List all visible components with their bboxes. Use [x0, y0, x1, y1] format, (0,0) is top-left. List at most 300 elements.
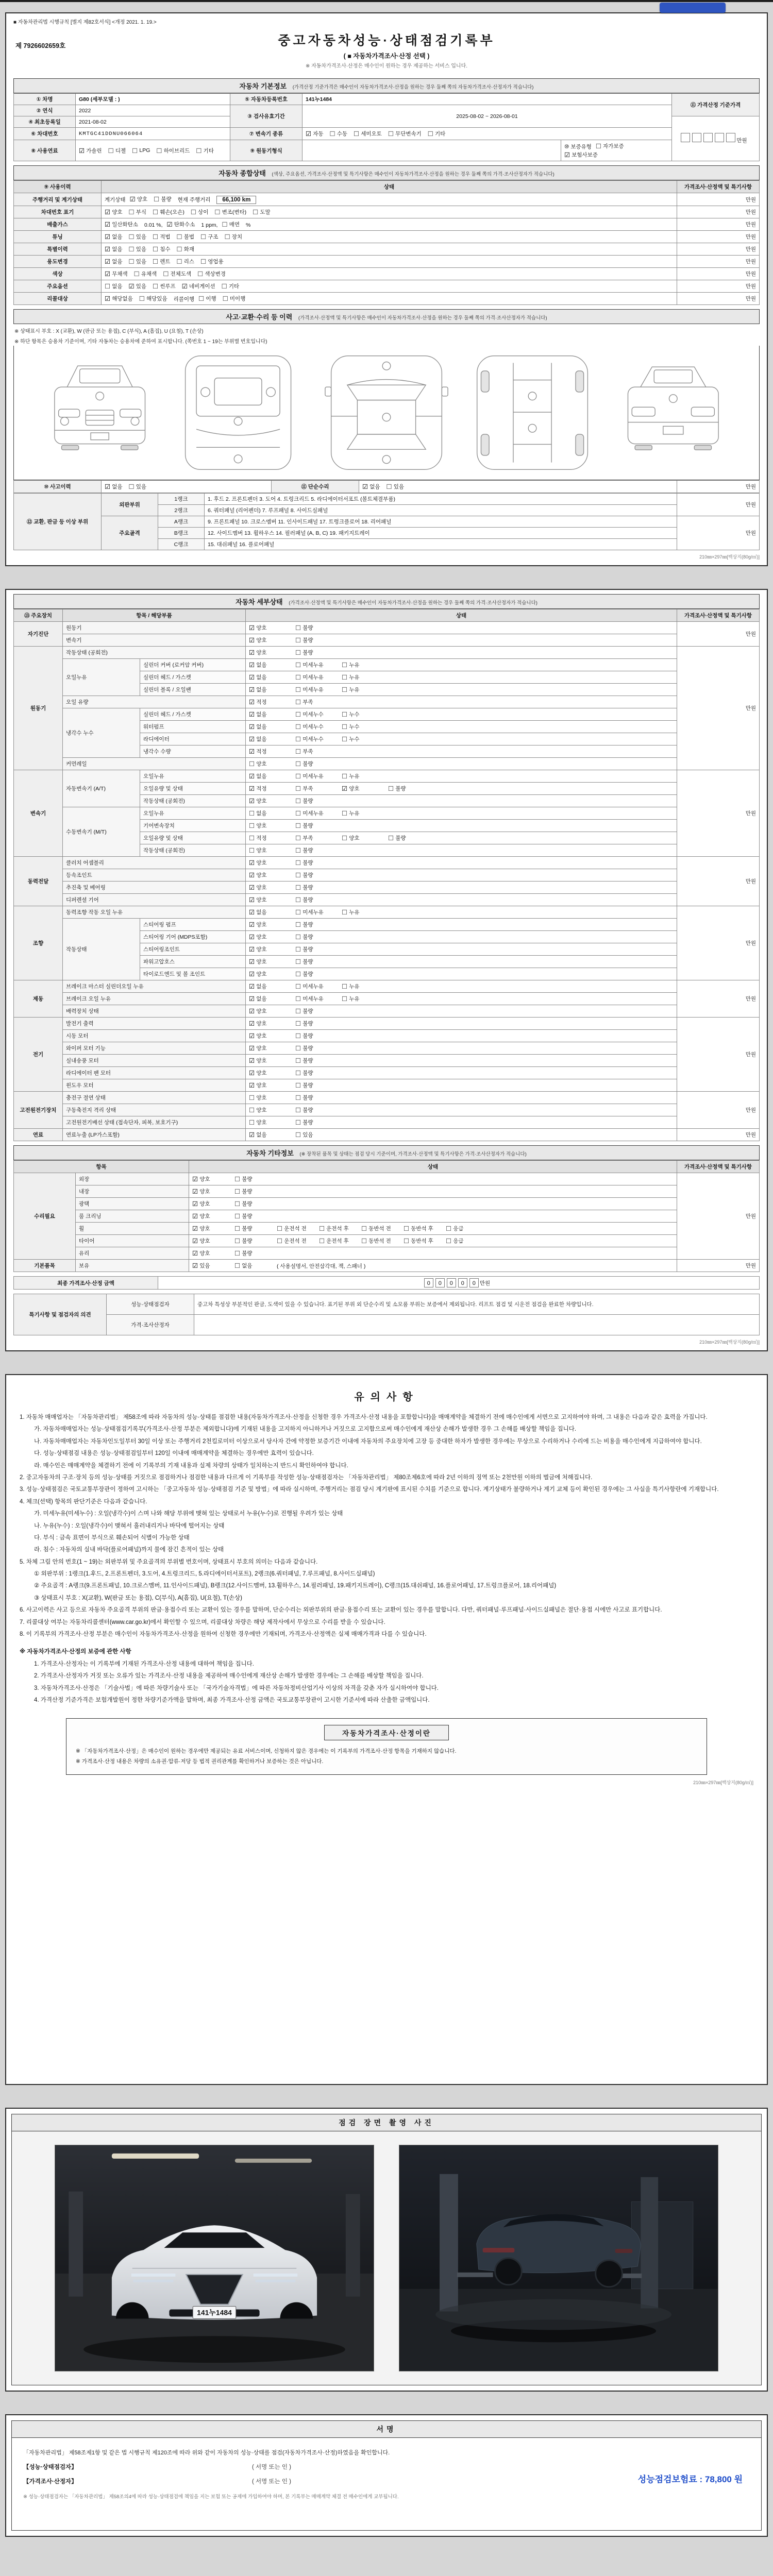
checkbox-glyph: ☐ [295, 624, 301, 632]
checkbox[interactable] [191, 208, 209, 216]
checkbox[interactable] [249, 772, 293, 780]
checkbox[interactable] [295, 970, 340, 978]
label-cell: 작동상태 [63, 919, 140, 980]
checkbox-label: 기타 [203, 147, 214, 154]
checkbox[interactable] [167, 221, 195, 228]
state-cell [246, 832, 677, 844]
checkbox[interactable] [330, 130, 348, 138]
checkbox[interactable] [249, 1106, 293, 1114]
top-border-line [0, 0, 773, 2]
value-cell: 작동상태 (공회전) [140, 844, 246, 857]
label-cell: 배출가스 [14, 218, 102, 231]
checkbox-label: 불량 [242, 1176, 253, 1182]
checkbox[interactable] [132, 147, 150, 155]
form-reference: ■ 자동차관리법 시행규칙 [별지 제82호서식] <개정 2021. 1. 19.> [13, 20, 157, 25]
checkbox-glyph: ☐ [295, 859, 301, 867]
checkbox-label: 양호 [256, 637, 267, 643]
checkbox[interactable] [295, 958, 340, 965]
checkbox[interactable] [234, 1175, 275, 1183]
checkbox[interactable] [249, 908, 293, 916]
checkbox-label: 누유 [349, 810, 360, 817]
checkbox-glyph: ☐ [197, 270, 204, 278]
checkbox[interactable] [249, 1020, 293, 1027]
checkbox[interactable] [249, 649, 293, 656]
checkbox[interactable] [319, 1237, 359, 1245]
checkbox[interactable] [249, 982, 293, 990]
checkbox[interactable] [386, 483, 405, 490]
checkbox-glyph: ☐ [234, 1176, 241, 1183]
checkbox[interactable] [105, 245, 123, 253]
label-cell: 윈도우 모터 [63, 1079, 246, 1092]
checkbox[interactable] [105, 483, 123, 490]
checkbox-glyph: ☑ [249, 798, 255, 805]
label-cell: 외장 [76, 1173, 189, 1185]
section-etc-title: 자동차 기타정보 [246, 1149, 294, 1157]
notice-line: 1. 가격조사·산정자는 이 기록부에 기재된 가격조사·산정 내용에 대하여 책임을 집니다. [34, 1660, 254, 1667]
checkbox[interactable] [153, 233, 171, 241]
state-cell [189, 1198, 677, 1210]
checkbox[interactable] [295, 834, 340, 842]
checkbox[interactable] [388, 785, 432, 792]
section-basic-title: 자동차 기본정보 [239, 82, 287, 90]
checkbox[interactable] [249, 896, 293, 904]
checkbox[interactable] [225, 233, 243, 241]
checkbox-glyph: ☐ [319, 1238, 325, 1245]
checkbox-label: 부족 [303, 699, 313, 705]
checkbox[interactable] [192, 1188, 232, 1195]
panel-rank-table [13, 493, 760, 550]
label-cell: ⑫ 교환, 판금 등 이상 부위 [14, 494, 102, 550]
checkbox[interactable] [404, 1225, 444, 1232]
checkbox[interactable] [129, 245, 147, 253]
checkbox[interactable] [105, 233, 123, 241]
checkbox[interactable] [277, 1237, 317, 1245]
checkbox[interactable] [234, 1188, 275, 1195]
value-cell: 중고차 특성상 부분적인 판금, 도색이 있을 수 있습니다. 표기된 부위 외 단순수리 및 소모품 부위는 보증에서 제외됩니다. 리프트 점검 및 시운전 점검을 완료한 차량입니다. [194, 1294, 760, 1315]
checkbox[interactable] [129, 233, 147, 241]
price-cell: 만원 [677, 218, 760, 231]
checkbox-label: 양호 [256, 922, 267, 928]
document-number: 제 7926602659호 [15, 42, 66, 49]
checkbox[interactable] [192, 1200, 232, 1208]
checkbox[interactable] [249, 1044, 293, 1052]
price-cell: 만원 [677, 857, 760, 906]
label-cell: 실내송풍 모터 [63, 1055, 246, 1067]
checkbox[interactable] [295, 945, 340, 953]
checkbox[interactable] [249, 970, 293, 978]
checkbox-glyph: ☐ [234, 1238, 241, 1245]
checkbox[interactable] [129, 483, 147, 490]
checkbox[interactable] [108, 147, 126, 155]
checkbox-label: 기타 [434, 131, 446, 137]
checkbox[interactable] [295, 933, 340, 941]
label-cell: 주요옵션 [14, 280, 102, 293]
checkbox[interactable] [253, 208, 271, 216]
checkbox[interactable] [249, 871, 293, 879]
checkbox-glyph: ☑ [249, 1070, 255, 1077]
checkbox[interactable] [234, 1237, 275, 1245]
state-cell [189, 1260, 677, 1272]
state-cell [246, 1092, 677, 1104]
checkbox[interactable] [197, 270, 226, 278]
checkbox-label: 부족 [303, 835, 313, 841]
checkbox[interactable] [222, 221, 240, 228]
checkbox[interactable] [196, 147, 214, 155]
checkbox-label: 일산화탄소 [112, 222, 138, 228]
checkbox-label: 보험사보증 [572, 152, 598, 158]
checkbox[interactable] [446, 1225, 486, 1232]
checkbox-label: 불량 [303, 1107, 313, 1113]
label-cell: 연료누출 (LP가스포함) [63, 1129, 246, 1141]
value-cell: 실린더 블록 / 오일팬 [140, 684, 246, 696]
checkbox[interactable] [249, 1081, 293, 1089]
checkbox[interactable] [295, 1007, 340, 1015]
checkbox-glyph: ☑ [249, 674, 255, 681]
checkbox[interactable] [249, 859, 293, 867]
checkbox[interactable] [342, 995, 386, 1003]
checkbox[interactable] [295, 686, 340, 693]
checkbox[interactable] [295, 636, 340, 644]
checkbox-glyph: ☑ [249, 1045, 255, 1052]
checkbox-glyph: ☐ [388, 835, 394, 842]
checkbox-glyph: ☑ [249, 1057, 255, 1064]
checkbox-glyph: ☐ [249, 835, 255, 842]
section-basic-note: (가격산정 기준가격은 매수인이 자동차가격조사·산정을 원하는 경우 둘째 쪽의 자동차가격조사·산정자가 적습니다) [292, 84, 534, 90]
checkbox[interactable] [362, 483, 380, 490]
notice-line: 6. 사고이력은 사고 등으로 자동차 주요골격 부위의 판금·용접수리 또는 교환이 있는 경우를 말하며, 단순수리는 외판부위의 판금·용접수리 또는 교환이 있는 경우를 말합니다. 다만, 쿼터패널·루프패널·사이드실패널은 절단·용접 시에만 사고로 표기합니다. [20, 1607, 662, 1614]
inspection-photo-lift [399, 2145, 718, 2371]
checkbox[interactable] [249, 673, 293, 681]
checkbox[interactable] [342, 785, 386, 792]
checkbox[interactable] [249, 710, 293, 718]
checkbox-label: 불량 [303, 1033, 313, 1039]
checkbox[interactable] [222, 282, 240, 290]
checkbox-label: 변조(변타) [222, 209, 247, 215]
checkbox-label: 동반석 후 [411, 1226, 433, 1232]
price-cell: 만원 [677, 1129, 760, 1141]
checkbox[interactable] [342, 723, 386, 731]
checkbox[interactable] [130, 195, 148, 203]
checkbox[interactable] [153, 245, 171, 253]
checkbox[interactable] [295, 809, 340, 817]
checkbox[interactable] [234, 1200, 275, 1208]
page-gap [0, 2085, 773, 2108]
checkbox[interactable] [319, 1225, 359, 1232]
checkbox-glyph: ☑ [249, 872, 255, 879]
checkbox[interactable] [105, 258, 123, 265]
checkbox[interactable] [249, 723, 293, 731]
checkbox[interactable] [596, 142, 624, 150]
checkbox-glyph: ☐ [234, 1188, 241, 1195]
checkbox[interactable] [249, 1131, 293, 1139]
checkbox[interactable] [295, 673, 340, 681]
checkbox[interactable] [428, 130, 446, 138]
checkbox[interactable] [342, 809, 386, 817]
label-cell: ③ 검사유효기간 [230, 105, 303, 128]
checkbox[interactable] [105, 208, 123, 216]
checkbox[interactable] [342, 735, 386, 743]
label-cell: 유리 [76, 1247, 189, 1260]
checkbox[interactable] [249, 735, 293, 743]
label-cell: 변속기 [14, 770, 63, 857]
checkbox[interactable] [192, 1237, 232, 1245]
label-cell: 디퍼렌셜 기어 [63, 894, 246, 906]
inline-text: 현재 주행거리 [177, 197, 211, 203]
checkbox[interactable] [295, 698, 340, 706]
checkbox[interactable] [234, 1249, 275, 1257]
state-cell [246, 1129, 677, 1141]
checkbox[interactable] [200, 258, 224, 265]
label-cell: 배력장치 상태 [63, 1005, 246, 1018]
checkbox-label: 없음 [256, 984, 267, 990]
checkbox[interactable] [277, 1225, 317, 1232]
checkbox[interactable] [163, 270, 191, 278]
checkbox[interactable] [249, 995, 293, 1003]
price-cell: 만원 [677, 647, 760, 770]
price-cell: 만원 [677, 770, 760, 857]
checkbox[interactable] [404, 1237, 444, 1245]
checkbox-label: 누유 [349, 909, 360, 916]
page-gap [0, 1351, 773, 1374]
checkbox[interactable] [342, 710, 386, 718]
checkbox-glyph: ☐ [105, 283, 111, 290]
checkbox[interactable] [249, 785, 293, 792]
checkbox-glyph: ☐ [234, 1250, 241, 1257]
checkbox-glyph: ☑ [249, 995, 255, 1003]
checkbox[interactable] [361, 1225, 401, 1232]
checkbox[interactable] [105, 270, 128, 278]
checkbox[interactable] [295, 1094, 340, 1101]
checkbox[interactable] [295, 995, 340, 1003]
checkbox[interactable] [129, 208, 147, 216]
checkbox[interactable] [295, 1131, 340, 1139]
checkbox[interactable] [295, 1020, 340, 1027]
checkbox[interactable] [79, 147, 102, 155]
state-cell [246, 1030, 677, 1042]
label-cell: 냉각수 누수 [63, 708, 140, 758]
state-cell [246, 956, 677, 968]
checkbox[interactable] [249, 661, 293, 669]
checkbox-label: 양호 [256, 848, 267, 854]
checkbox[interactable] [153, 282, 176, 290]
checkbox[interactable] [234, 1262, 275, 1269]
checkbox[interactable] [295, 772, 340, 780]
checkbox-glyph: ☐ [295, 872, 301, 879]
checkbox[interactable] [295, 982, 340, 990]
checkbox[interactable] [295, 1069, 340, 1077]
checkbox[interactable] [342, 661, 386, 669]
checkbox[interactable] [342, 982, 386, 990]
checkbox-glyph: ☑ [249, 662, 255, 669]
checkbox[interactable] [295, 859, 340, 867]
checkbox[interactable] [156, 147, 190, 155]
checkbox[interactable] [200, 233, 219, 241]
checkbox[interactable] [342, 908, 386, 916]
inline-text: 0.01 %, [144, 222, 163, 228]
checkbox-glyph: ☐ [234, 1200, 241, 1208]
checkbox[interactable] [295, 871, 340, 879]
checkbox-label: 훼손(오손) [160, 209, 184, 215]
checkbox[interactable] [153, 208, 184, 216]
checkbox-glyph: ☐ [153, 233, 159, 241]
checkbox[interactable] [295, 1044, 340, 1052]
checkbox[interactable] [295, 710, 340, 718]
checkbox[interactable] [295, 760, 340, 768]
sign-body [11, 2438, 762, 2531]
checkbox[interactable] [342, 673, 386, 681]
label-cell: 리콜대상 [14, 293, 102, 305]
checkbox[interactable] [295, 908, 340, 916]
checkbox[interactable] [192, 1249, 232, 1257]
checkbox[interactable] [105, 295, 133, 302]
checkbox-glyph: ☐ [295, 699, 301, 706]
checkbox[interactable] [249, 1007, 293, 1015]
checkbox[interactable] [446, 1237, 486, 1245]
checkbox-label: 누유 [349, 773, 360, 779]
checkbox[interactable] [129, 282, 147, 290]
checkbox[interactable] [249, 748, 293, 755]
checkbox-glyph: ☑ [306, 130, 312, 138]
checkbox[interactable] [223, 295, 246, 302]
checkbox[interactable] [249, 958, 293, 965]
checkbox[interactable] [249, 933, 293, 941]
checkbox[interactable] [249, 760, 293, 768]
checkbox[interactable] [295, 735, 340, 743]
label-cell: ④ 최초등록일 [14, 116, 76, 128]
checkbox-label: 누수 [349, 724, 360, 730]
checkbox-glyph: ☑ [105, 209, 111, 216]
checkbox[interactable] [249, 834, 293, 842]
price-cell: 만원 [677, 980, 760, 1018]
checkbox[interactable] [234, 1212, 275, 1220]
checkbox[interactable] [154, 195, 172, 203]
checkbox-label: 불량 [303, 959, 313, 965]
checkbox[interactable] [295, 884, 340, 891]
paper-spec-footer: 210㎜×297㎜[백상지(80g/㎡)] [699, 1340, 760, 1345]
etc-info-table [13, 1160, 760, 1272]
checkbox-label: 양호 [256, 959, 267, 965]
page-sheet-3 [5, 1374, 768, 2085]
checkbox[interactable] [177, 245, 195, 253]
checkbox[interactable] [295, 649, 340, 656]
checkbox[interactable] [234, 1225, 275, 1232]
checkbox[interactable] [249, 822, 293, 829]
checkbox[interactable] [249, 1069, 293, 1077]
checkbox-glyph: ☑ [249, 983, 255, 990]
checkbox[interactable] [249, 846, 293, 854]
checkbox[interactable] [354, 130, 382, 138]
checkbox[interactable] [105, 282, 123, 290]
checkbox[interactable] [129, 258, 147, 265]
checkbox[interactable] [105, 221, 138, 228]
checkbox[interactable] [192, 1175, 232, 1183]
checkbox[interactable] [361, 1237, 401, 1245]
checkbox-label: 미세누유 [303, 687, 324, 693]
label-cell: 1랭크 [158, 494, 205, 505]
checkbox[interactable] [295, 723, 340, 731]
checkbox-glyph: ☑ [249, 1131, 255, 1139]
checkbox[interactable] [198, 295, 216, 302]
checkbox-glyph: ☐ [295, 921, 301, 928]
checkbox-label: 불량 [303, 971, 313, 977]
checkbox[interactable] [295, 1106, 340, 1114]
checkbox[interactable] [249, 921, 293, 928]
checkbox[interactable] [295, 921, 340, 928]
checkbox[interactable] [182, 282, 215, 290]
label-cell: 작동상태 (공회전) [63, 647, 246, 659]
checkbox[interactable] [134, 270, 157, 278]
checkbox[interactable] [295, 1057, 340, 1064]
checkbox-glyph: ☑ [192, 1188, 198, 1195]
checkbox[interactable] [177, 258, 195, 265]
state-cell [102, 193, 677, 206]
checkbox[interactable] [342, 834, 386, 842]
checkbox[interactable] [295, 748, 340, 755]
checkbox[interactable] [249, 698, 293, 706]
checkbox[interactable] [249, 884, 293, 891]
state-cell [102, 243, 677, 256]
checkbox[interactable] [249, 1032, 293, 1040]
checkbox[interactable] [295, 624, 340, 632]
checkbox[interactable] [295, 1081, 340, 1089]
inspector-remark-table [13, 1294, 760, 1335]
checkbox[interactable] [192, 1262, 232, 1269]
checkbox[interactable] [388, 834, 432, 842]
checkbox[interactable] [295, 797, 340, 805]
checkbox[interactable] [295, 785, 340, 792]
label-cell: 원동기 [63, 622, 246, 634]
checkbox[interactable] [249, 945, 293, 953]
checkbox[interactable] [295, 822, 340, 829]
checkbox-label: 응급 [453, 1226, 464, 1232]
checkbox-glyph: ☐ [214, 209, 221, 216]
checkbox-glyph: ☑ [249, 699, 255, 706]
price-cell: 만원 [677, 206, 760, 218]
checkbox-label: 동반석 후 [411, 1238, 433, 1244]
state-cell [303, 128, 672, 140]
inline-text: 만원 [736, 138, 747, 144]
checkbox[interactable] [249, 797, 293, 805]
checkbox[interactable] [342, 686, 386, 693]
checkbox[interactable] [295, 1118, 340, 1126]
checkbox[interactable] [249, 1118, 293, 1126]
checkbox-glyph: ☐ [295, 1107, 301, 1114]
checkbox[interactable] [192, 1212, 232, 1220]
checkbox[interactable] [249, 636, 293, 644]
overlay-widget[interactable] [660, 3, 726, 13]
checkbox[interactable] [249, 809, 293, 817]
title-block [13, 27, 760, 74]
checkbox[interactable] [295, 846, 340, 854]
checkbox[interactable] [306, 130, 324, 138]
checkbox[interactable] [295, 1032, 340, 1040]
checkbox[interactable] [177, 233, 195, 241]
checkbox[interactable] [295, 661, 340, 669]
checkbox[interactable] [214, 208, 246, 216]
digit-box: 0 [424, 1278, 433, 1287]
checkbox[interactable] [295, 896, 340, 904]
checkbox[interactable] [192, 1225, 232, 1232]
checkbox[interactable] [342, 772, 386, 780]
checkbox[interactable] [139, 295, 167, 302]
checkbox[interactable] [249, 624, 293, 632]
checkbox[interactable] [249, 1094, 293, 1101]
checkbox[interactable] [564, 151, 598, 159]
checkbox[interactable] [153, 258, 171, 265]
checkbox[interactable] [388, 130, 422, 138]
checkbox[interactable] [249, 686, 293, 693]
checkbox[interactable] [249, 1057, 293, 1064]
